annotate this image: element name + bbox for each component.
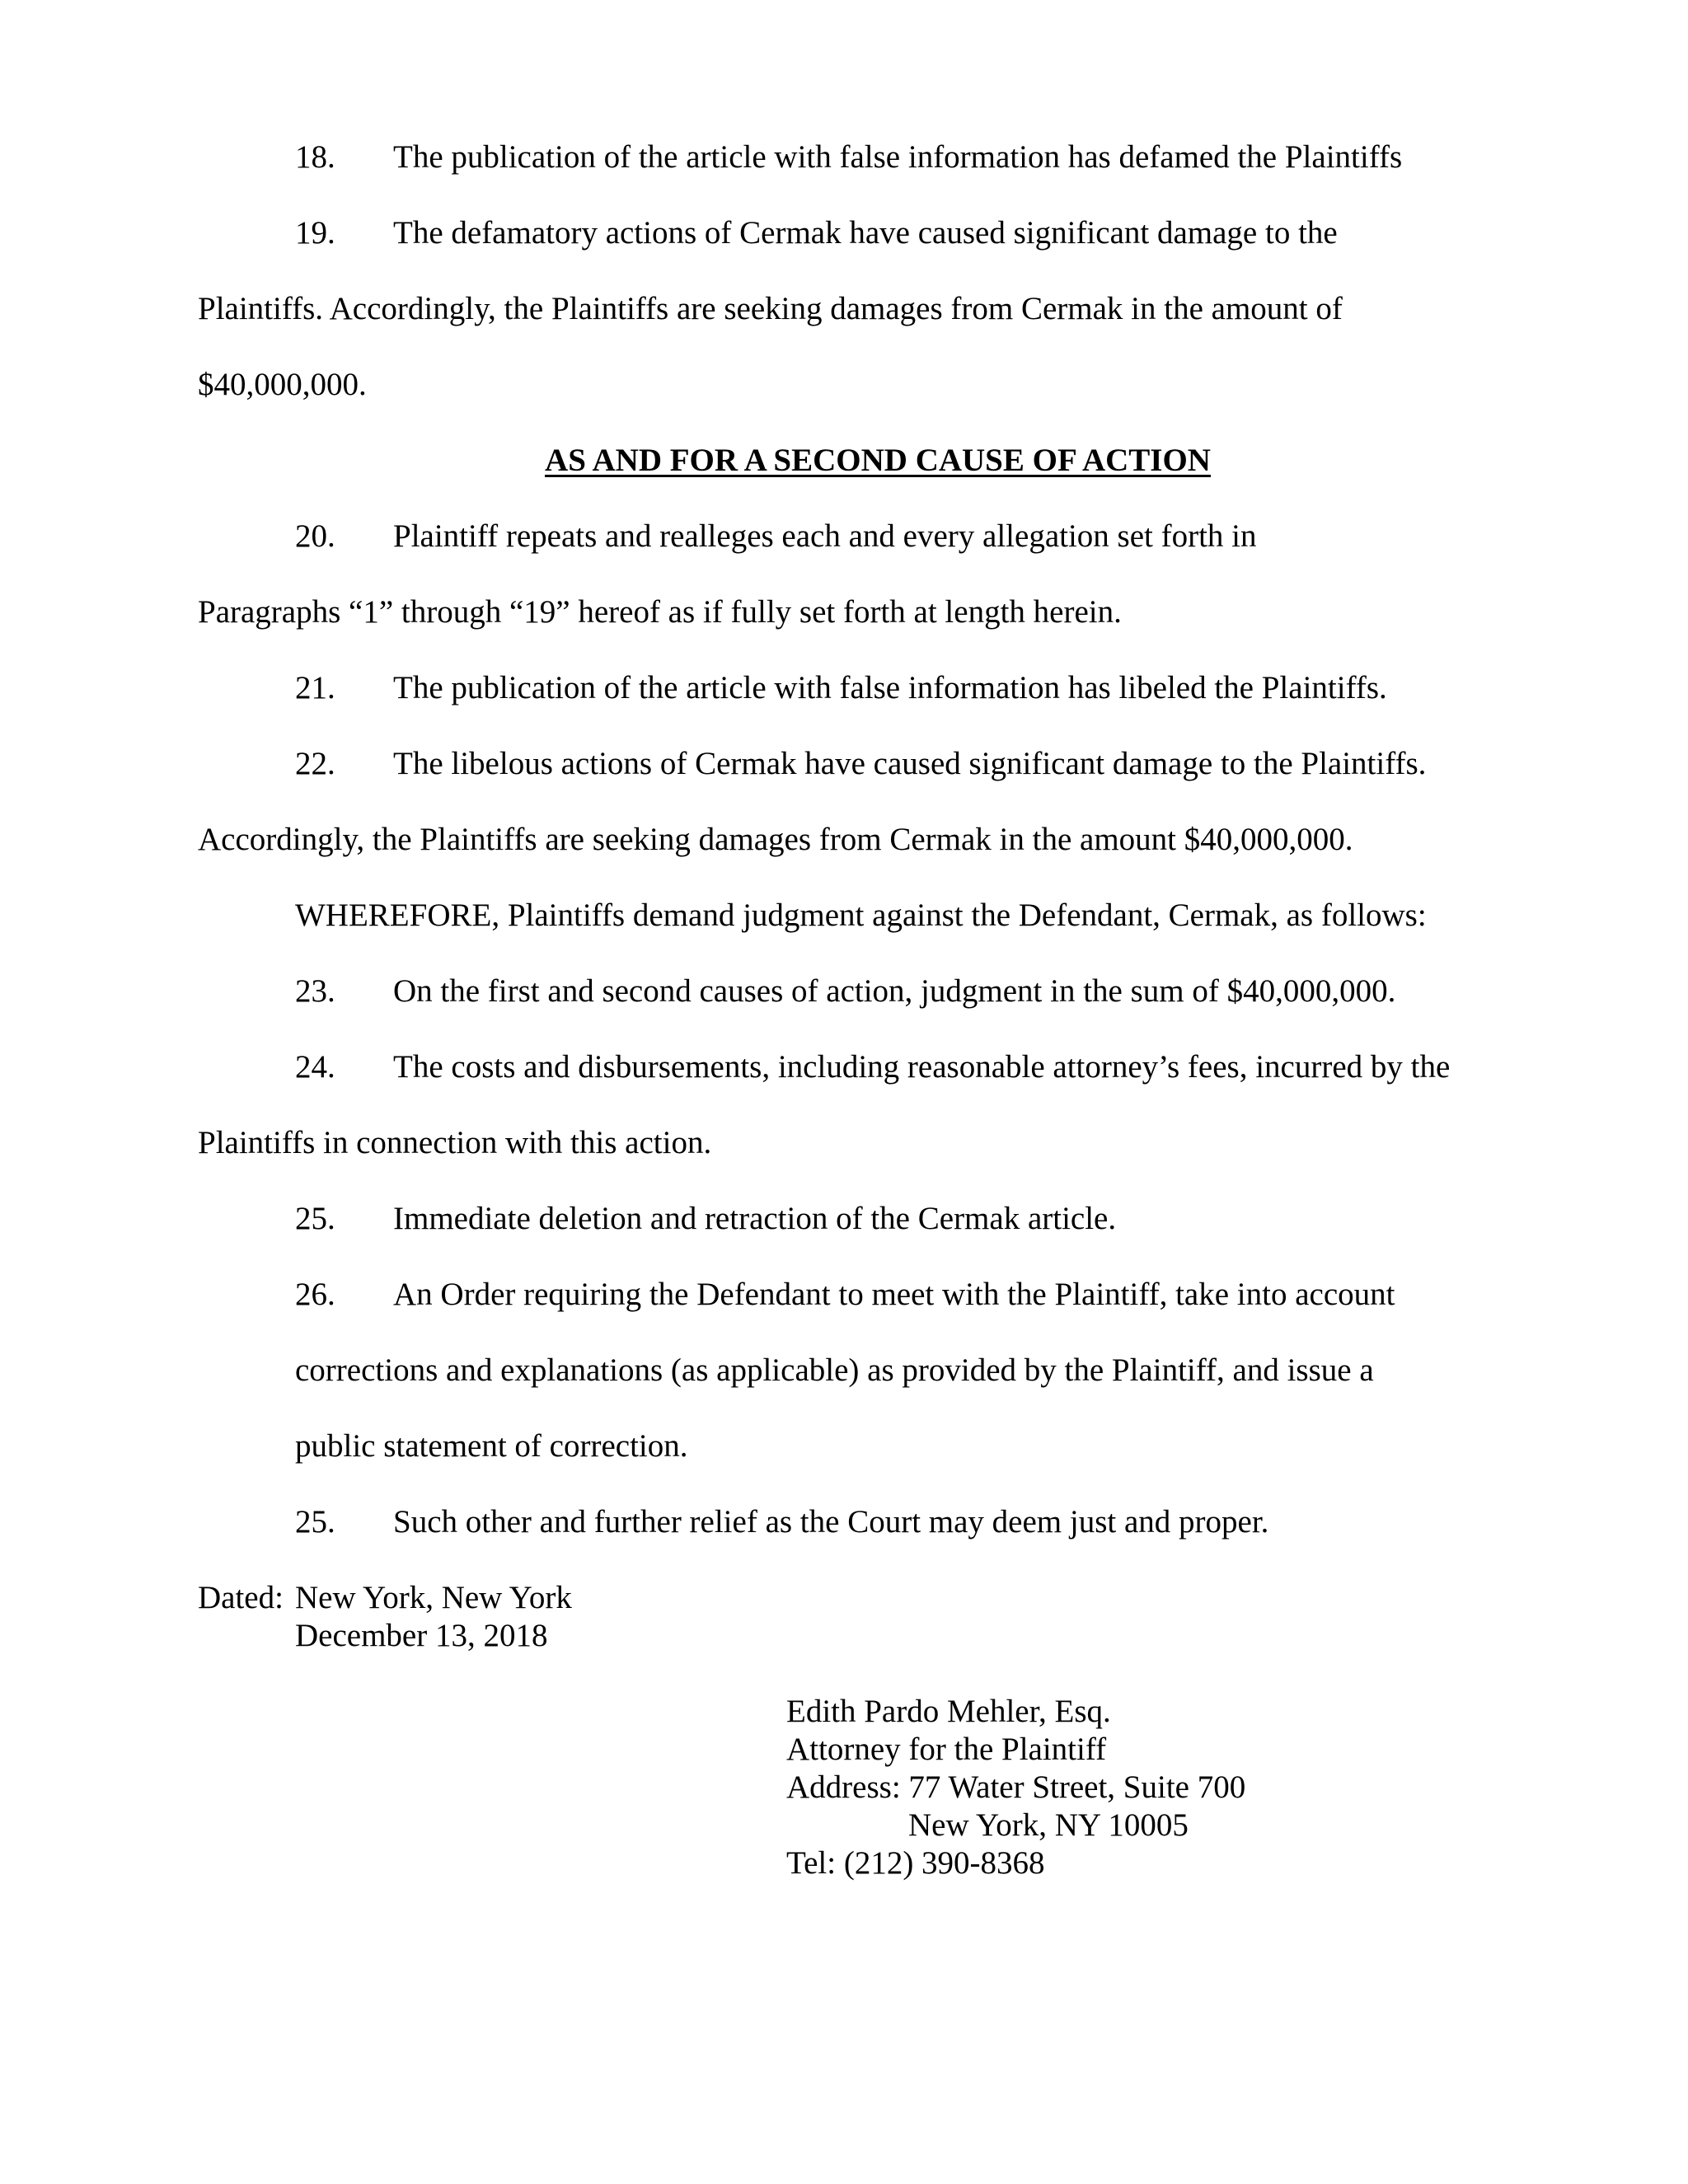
section-heading: AS AND FOR A SECOND CAUSE OF ACTION — [545, 443, 1211, 478]
attorney-role: Attorney for the Plaintiff — [786, 1732, 1107, 1767]
paragraph-text: The costs and disbursements, including reasonable attorney’s fees, incurred by the — [393, 1049, 1451, 1085]
paragraph-number: 24. — [295, 1049, 335, 1085]
address-line-1: Address: 77 Water Street, Suite 700 — [786, 1769, 1246, 1805]
telephone: Tel: (212) 390-8368 — [786, 1845, 1045, 1881]
address-line-2: New York, NY 10005 — [908, 1807, 1189, 1843]
paragraph-text: The publication of the article with false information has libeled the Plaintiffs. — [393, 670, 1387, 705]
paragraph-continuation: Accordingly, the Plaintiffs are seeking damages from Cermak in the amount $40,000,000. — [198, 822, 1353, 857]
paragraph-text: The publication of the article with false information has defamed the Plaintiffs — [393, 139, 1403, 175]
wherefore-clause: WHEREFORE, Plaintiffs demand judgment against the Defendant, Cermak, as follows: — [295, 898, 1427, 933]
paragraph-number: 18. — [295, 139, 335, 175]
paragraph-number: 20. — [295, 518, 335, 554]
paragraph-continuation: Paragraphs “1” through “19” hereof as if fully set forth at length herein. — [198, 594, 1122, 630]
paragraph-number: 25. — [295, 1201, 335, 1236]
dated-label: Dated: — [198, 1580, 284, 1615]
paragraph-number: 26. — [295, 1277, 335, 1312]
paragraph-number: 19. — [295, 215, 335, 251]
paragraph-text: Such other and further relief as the Court may deem just and proper. — [393, 1504, 1269, 1540]
paragraph-continuation: corrections and explanations (as applicable) as provided by the Plaintiff, and issue a — [295, 1352, 1374, 1388]
paragraph-continuation: Plaintiffs. Accordingly, the Plaintiffs are seeking damages from Cermak in the amount of — [198, 291, 1343, 326]
paragraph-continuation: $40,000,000. — [198, 367, 367, 402]
paragraph-continuation: Plaintiffs in connection with this action. — [198, 1125, 712, 1160]
dated-date: December 13, 2018 — [295, 1618, 548, 1653]
paragraph-number: 25. — [295, 1504, 335, 1540]
paragraph-continuation: public statement of correction. — [295, 1428, 688, 1464]
attorney-name: Edith Pardo Mehler, Esq. — [786, 1694, 1111, 1729]
paragraph-text: On the first and second causes of action, judgment in the sum of $40,000,000. — [393, 973, 1396, 1009]
paragraph-text: An Order requiring the Defendant to meet with the Plaintiff, take into account — [393, 1277, 1395, 1312]
paragraph-text: The defamatory actions of Cermak have caused significant damage to the — [393, 215, 1338, 251]
paragraph-text: Immediate deletion and retraction of the Cermak article. — [393, 1201, 1117, 1236]
paragraph-text: The libelous actions of Cermak have caused significant damage to the Plaintiffs. — [393, 746, 1427, 781]
paragraph-number: 22. — [295, 746, 335, 781]
paragraph-number: 23. — [295, 973, 335, 1009]
paragraph-text: Plaintiff repeats and realleges each and every allegation set forth in — [393, 518, 1257, 554]
dated-place: New York, New York — [295, 1580, 572, 1615]
paragraph-number: 21. — [295, 670, 335, 705]
